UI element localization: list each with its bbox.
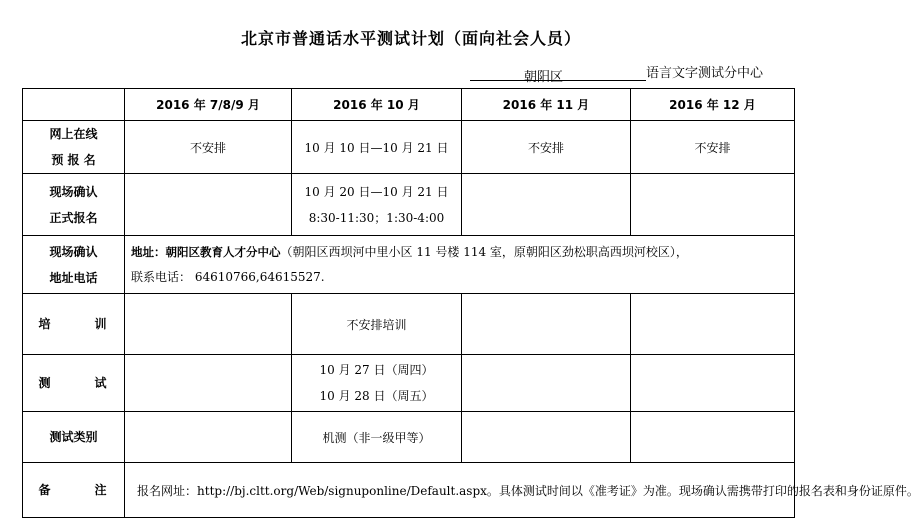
test-date-thu: 10 月 27 日（周四）	[319, 363, 434, 377]
row-test	[23, 355, 795, 412]
category-nov	[462, 412, 631, 463]
row-address-phone	[23, 236, 795, 294]
confirm-oct	[292, 174, 462, 236]
category-jul-sep	[125, 412, 292, 463]
schedule-table	[22, 88, 919, 518]
training-jul-sep	[125, 294, 292, 355]
label-line: 地址电话	[49, 270, 98, 285]
row-label-online	[23, 121, 125, 174]
district-name: 朝阳区	[524, 70, 564, 85]
remarks-cell	[125, 463, 919, 518]
row-label-remarks: 备 注	[23, 463, 125, 518]
test-dec	[631, 355, 795, 412]
online-jul-sep: 不安排	[125, 121, 292, 174]
row-remarks	[23, 463, 795, 518]
header-oct: 2016 年 10 月	[292, 89, 462, 121]
header-row	[23, 89, 795, 121]
online-dec: 不安排	[631, 121, 795, 174]
corner-cell	[23, 89, 125, 121]
center-name: 语言文字测试分中心	[646, 66, 764, 81]
online-oct: 10 月 10 日—10 月 21 日	[292, 121, 462, 174]
confirm-date-range: 10 月 20 日—10 月 21 日	[304, 184, 449, 199]
label-line: 网上在线	[49, 127, 98, 141]
address-line	[131, 240, 794, 265]
confirm-nov	[462, 174, 631, 236]
row-onsite-confirmation	[23, 174, 795, 236]
test-jul-sep	[125, 355, 292, 412]
address-detail: （朝阳区西坝河中里小区 11 号楼 114 室，原朝阳区劲松职高西坝河校区），	[280, 244, 688, 259]
row-label-category: 测试类别	[23, 412, 125, 463]
header-dec: 2016 年 12 月	[631, 89, 795, 121]
subtitle	[470, 62, 764, 85]
online-nov: 不安排	[462, 121, 631, 174]
row-label-training: 培 训	[23, 294, 125, 355]
phone-line: 联系电话： 64610766,64615527.	[131, 269, 325, 284]
district-blank	[470, 66, 646, 85]
address-title: 地址：朝阳区教育人才分中心	[131, 244, 281, 259]
label-line: 现场确认	[49, 184, 98, 199]
training-nov	[462, 294, 631, 355]
training-dec	[631, 294, 795, 355]
address-cell	[125, 236, 795, 294]
header-nov: 2016 年 11 月	[462, 89, 631, 121]
row-test-category	[23, 412, 795, 463]
header-jul-sep: 2016 年 7/8/9 月	[125, 89, 292, 121]
category-oct: 机测（非一级甲等）	[292, 412, 462, 463]
remarks-text: http://bj.cltt.org/Web/signuponline/Default.aspx。具体测试时间以《准考证》为准。现场确认需携带打印的报名表和身份证原件。	[197, 483, 919, 498]
label-line: 预 报 名	[51, 153, 96, 167]
confirm-jul-sep	[125, 174, 292, 236]
document-title: 北京市普通话水平测试计划（面向社会人员）	[240, 29, 581, 48]
row-online-preregistration	[23, 121, 795, 174]
test-date-fri: 10 月 28 日（周五）	[319, 389, 434, 403]
label-line: 现场确认	[49, 244, 98, 259]
row-training	[23, 294, 795, 355]
category-dec	[631, 412, 795, 463]
training-oct: 不安排培训	[292, 294, 462, 355]
test-nov	[462, 355, 631, 412]
row-label-address	[23, 236, 125, 294]
label-line: 正式报名	[49, 210, 98, 225]
confirm-hours: 8:30-11:30；1:30-4:00	[308, 210, 445, 225]
remarks-prefix: 报名网址：	[137, 483, 198, 498]
test-oct	[292, 355, 462, 412]
confirm-dec	[631, 174, 795, 236]
row-label-confirm	[23, 174, 125, 236]
row-label-test: 测 试	[23, 355, 125, 412]
